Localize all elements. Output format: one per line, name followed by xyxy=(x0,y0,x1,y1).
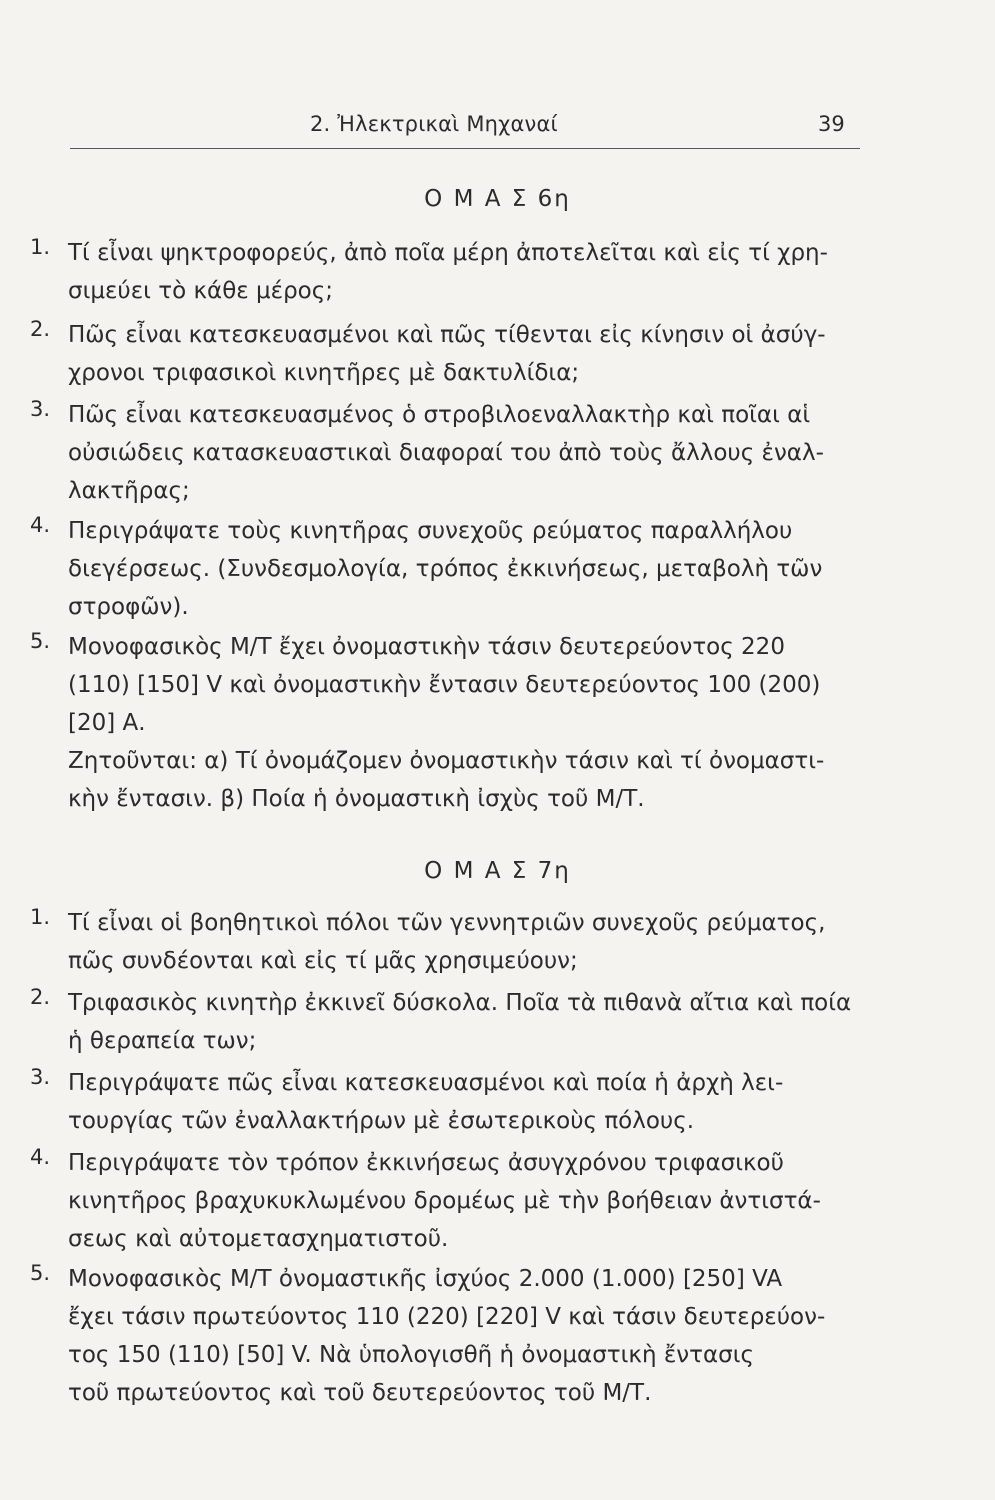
question-number: 3. xyxy=(30,397,51,421)
question-number: 5. xyxy=(30,1261,51,1285)
question-line: διεγέρσεως. (Συνδεσμολογία, τρόπος ἐκκινήσεως, μεταβολὴ τῶν xyxy=(68,556,823,582)
question-line: τουργίας τῶν ἐναλλακτήρων μὲ ἐσωτερικοὺς πόλους. xyxy=(68,1108,695,1134)
question-line: (110) [150] V καὶ ὀνομαστικὴν ἔντασιν δευτερεύοντος 100 (200) xyxy=(68,672,821,698)
group-6-question-5 xyxy=(30,628,870,818)
group-7-question-3 xyxy=(30,1064,870,1140)
question-line: σεως καὶ αὐτομετασχηματιστοῦ. xyxy=(68,1226,449,1252)
question-number: 1. xyxy=(30,235,51,259)
question-number: 1. xyxy=(30,905,51,929)
group-6-question-4 xyxy=(30,512,870,626)
question-line: οὐσιώδεις κατασκευαστικαὶ διαφοραί του ἀπὸ τοὺς ἄλλους ἐναλ- xyxy=(68,440,824,466)
question-line: κὴν ἔντασιν. β) Ποία ἡ ὀνομαστικὴ ἰσχὺς τοῦ Μ/Τ. xyxy=(68,786,645,812)
group-6-question-2 xyxy=(30,316,870,392)
question-line: Ζητοῦνται: α) Τί ὀνομάζομεν ὀνομαστικὴν τάσιν καὶ τί ὀνομαστι- xyxy=(68,748,825,774)
group-6-heading: Ο Μ Α Σ 6η xyxy=(424,186,571,212)
question-line: Περιγράψατε πῶς εἶναι κατεσκευασμένοι καὶ ποία ἡ ἀρχὴ λει- xyxy=(68,1070,784,1096)
question-line: Μονοφασικὸς Μ/Τ ὀνομαστικῆς ἰσχύος 2.000 (1.000) [250] VA xyxy=(68,1266,783,1292)
group-7-question-1 xyxy=(30,904,870,980)
group-7-question-2 xyxy=(30,984,870,1060)
question-line: ἔχει τάσιν πρωτεύοντος 110 (220) [220] V καὶ τάσιν δευτερεύον- xyxy=(68,1304,826,1330)
running-title: 2. Ἠλεκτρικαὶ Μηχαναί xyxy=(310,112,558,136)
group-6-question-1 xyxy=(30,234,870,310)
question-line: Πῶς εἶναι κατεσκευασμένοι καὶ πῶς τίθενται εἰς κίνησιν οἱ ἀσύγ- xyxy=(68,322,826,348)
question-line: Περιγράψατε τὸν τρόπον ἐκκινήσεως ἀσυγχρόνου τριφασικοῦ xyxy=(68,1150,784,1176)
question-line: Πῶς εἶναι κατεσκευασμένος ὁ στροβιλοεναλλακτὴρ καὶ ποῖαι αἱ xyxy=(68,402,811,428)
question-line: χρονοι τριφασικοὶ κινητῆρες μὲ δακτυλίδια; xyxy=(68,360,580,386)
question-number: 4. xyxy=(30,1145,51,1169)
question-line: Μονοφασικὸς Μ/Τ ἔχει ὀνομαστικὴν τάσιν δευτερεύοντος 220 xyxy=(68,634,785,660)
question-line: στροφῶν). xyxy=(68,594,189,620)
question-line: λακτῆρας; xyxy=(68,478,190,504)
question-number: 2. xyxy=(30,317,51,341)
group-7-heading: Ο Μ Α Σ 7η xyxy=(424,858,571,884)
question-number: 2. xyxy=(30,985,51,1009)
question-line: Τί εἶναι ψηκτροφορεύς, ἀπὸ ποῖα μέρη ἀποτελεῖται καὶ εἰς τί χρη- xyxy=(68,240,828,266)
question-line: πῶς συνδέονται καὶ εἰς τί μᾶς χρησιμεύουν; xyxy=(68,948,578,974)
question-line: κινητῆρος βραχυκυκλωμένου δρομέως μὲ τὴν βοήθειαν ἀντιστά- xyxy=(68,1188,821,1214)
question-line: Περιγράψατε τοὺς κινητῆρας συνεχοῦς ρεύματος παραλλήλου xyxy=(68,518,793,544)
question-number: 3. xyxy=(30,1065,51,1089)
question-line: τος 150 (110) [50] V. Νὰ ὑπολογισθῆ ἡ ὀνομαστικὴ ἔντασις xyxy=(68,1342,755,1368)
group-6-question-3 xyxy=(30,396,870,510)
question-line: [20] Α. xyxy=(68,710,146,736)
page-number: 39 xyxy=(818,112,845,136)
question-line: σιμεύει τὸ κάθε μέρος; xyxy=(68,278,334,304)
question-number: 5. xyxy=(30,629,51,653)
header-rule xyxy=(70,148,860,149)
group-7-question-5 xyxy=(30,1260,870,1412)
question-line: ἡ θεραπεία των; xyxy=(68,1028,257,1054)
question-line: τοῦ πρωτεύοντος καὶ τοῦ δευτερεύοντος τοῦ Μ/Τ. xyxy=(68,1380,652,1406)
question-line: Τί εἶναι οἱ βοηθητικοὶ πόλοι τῶν γεννητριῶν συνεχοῦς ρεύματος, xyxy=(68,910,826,936)
question-line: Τριφασικὸς κινητὴρ ἐκκινεῖ δύσκολα. Ποῖα τὰ πιθανὰ αἴτια καὶ ποία xyxy=(68,990,852,1016)
question-number: 4. xyxy=(30,513,51,537)
group-7-question-4 xyxy=(30,1144,870,1258)
